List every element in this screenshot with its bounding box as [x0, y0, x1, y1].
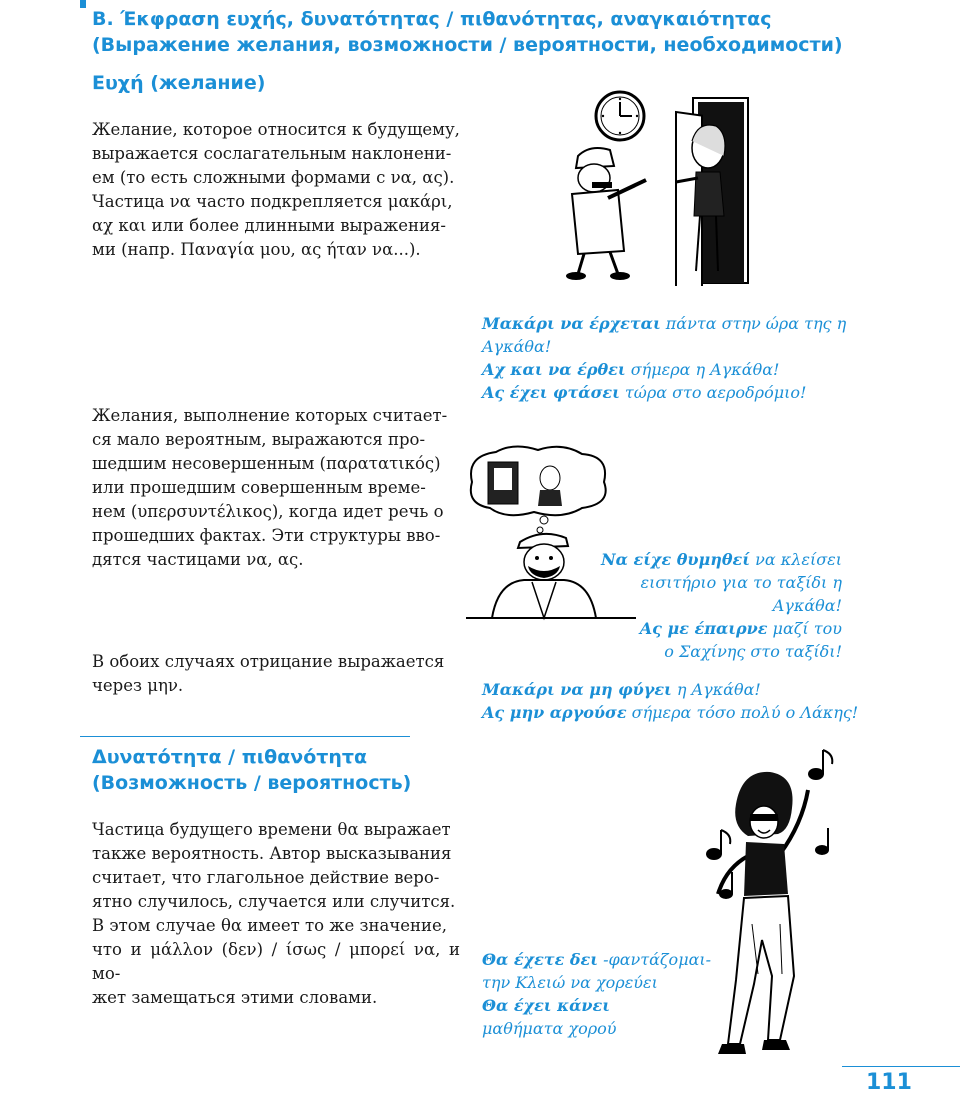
- text-line: шедшим несовершенным (παρατατικός): [92, 454, 441, 473]
- text-line: прошедших фактах. Эти структуры вво-: [92, 526, 441, 545]
- text-line: Частица να часто подкрепляется μακάρι,: [92, 192, 453, 211]
- text-line: В этом случае θα имеет то же значение,: [92, 916, 447, 935]
- example-bold: Θα έχει κάνει: [482, 996, 610, 1015]
- example-rest: σήμερα τόσο πολύ ο Λάκης!: [626, 703, 859, 722]
- example-rest: μαζί του: [767, 619, 842, 638]
- wish-paragraph-2: [92, 404, 460, 572]
- example-line: [482, 994, 732, 1017]
- example-line: [482, 678, 952, 701]
- example-rest: την Κλειώ να χορεύει: [482, 973, 658, 992]
- text-line: через μην.: [92, 676, 184, 695]
- example-line: [600, 548, 842, 571]
- example-rest: η Αγκάθα!: [671, 680, 761, 699]
- example-rest: πάντα στην ώρα της η: [660, 314, 847, 333]
- text-line: жет замещаться этими словами.: [92, 988, 378, 1007]
- example-bold: Μακάρι να έρχεται: [482, 314, 661, 333]
- section-title: [92, 6, 952, 58]
- example-line: [482, 1017, 732, 1040]
- example-bold: Να είχε θυμηθεί: [600, 550, 751, 569]
- example-bold: Αχ και να έρθει: [482, 360, 626, 379]
- possibility-paragraph: [92, 818, 460, 1010]
- example-line: [600, 640, 842, 663]
- text-line: нем (υπερσυντέλικος), когда идет речь о: [92, 502, 444, 521]
- wish-heading-block: [92, 70, 265, 96]
- example-rest: τώρα στο αεροδρόμιο!: [619, 383, 807, 402]
- example-line: [600, 571, 842, 594]
- text-line: дятся частицами να, ας.: [92, 550, 304, 569]
- clock-door-illustration: [548, 86, 758, 286]
- page-number-rule: [842, 1066, 960, 1067]
- text-line: ем (то есть сложными формами с να, ας).: [92, 168, 455, 187]
- wish-paragraph-1: [92, 118, 460, 262]
- text-line: выражается сослагательным наклонени-: [92, 144, 452, 163]
- example-rest: σήμερα η Αγκάθα!: [625, 360, 780, 379]
- text-line: также вероятность. Автор высказывания: [92, 844, 452, 863]
- wish-paragraph-3: [92, 650, 460, 698]
- example-line: [482, 358, 952, 381]
- example-line: [482, 335, 952, 358]
- possibility-examples: [482, 948, 732, 1040]
- possibility-heading-greek: Δυνατότητα / πιθανότητα: [92, 746, 368, 768]
- example-rest: να κλείσει: [750, 550, 842, 569]
- text-line: считает, что глагольное действие веро-: [92, 868, 440, 887]
- text-line: Частица будущего времени θα выражает: [92, 820, 451, 839]
- wish-examples-2: [600, 548, 842, 663]
- example-rest: μαθήματα χορού: [482, 1019, 617, 1038]
- wish-examples-3: [482, 678, 952, 724]
- section-divider: [80, 736, 410, 737]
- section-title-russian: (Выражение желания, возможности / вероятности, необходимости): [92, 34, 843, 56]
- text-line: ятно случилось, случается или случится.: [92, 892, 456, 911]
- wish-examples-1: [482, 312, 952, 404]
- example-rest: Αγκάθα!: [482, 337, 552, 356]
- text-line: ми (напр. Παναγία μου, ας ήταν να...).: [92, 240, 421, 259]
- example-line: [482, 701, 952, 724]
- example-bold: Μακάρι να μη φύγει: [482, 680, 672, 699]
- example-rest: εισιτήριο για το ταξίδι η: [640, 573, 842, 592]
- example-bold: Ας μην αργούσε: [482, 703, 627, 722]
- text-line: что и μάλλον (δεν) / ίσως / μπορεί να, и мо-: [92, 940, 460, 983]
- example-rest: ο Σαχίνης στο ταξίδι!: [664, 642, 842, 661]
- text-line: или прошедшим совершенным време-: [92, 478, 426, 497]
- text-line: Желание, которое относится к будущему,: [92, 120, 460, 139]
- example-rest: Αγκάθα!: [772, 596, 842, 615]
- example-line: [482, 312, 952, 335]
- example-line: [600, 594, 842, 617]
- example-bold: Ας έχει φτάσει: [482, 383, 620, 402]
- section-title-greek: Β. Έκφραση ευχής, δυνατότητας / πιθανότητας, αναγκαιότητας: [92, 8, 772, 30]
- text-line: Желания, выполнение которых считает-: [92, 406, 448, 425]
- wish-heading: Ευχή (желание): [92, 72, 266, 94]
- example-line: [482, 948, 732, 971]
- example-bold: Ας με έπαιρνε: [639, 619, 768, 638]
- example-line: [600, 617, 842, 640]
- text-line: αχ και или более длинными выражения-: [92, 216, 446, 235]
- example-bold: Θα έχετε δει: [482, 950, 598, 969]
- example-line: [482, 381, 952, 404]
- possibility-heading-block: [92, 744, 411, 796]
- page-number: 111: [866, 1070, 912, 1095]
- top-accent-mark: [80, 0, 86, 8]
- text-line: В обоих случаях отрицание выражается: [92, 652, 445, 671]
- text-line: ся мало вероятным, выражаются про-: [92, 430, 426, 449]
- example-rest: -φαντάζομαι-: [598, 950, 712, 969]
- possibility-heading-russian: (Возможность / вероятность): [92, 772, 412, 794]
- example-line: [482, 971, 732, 994]
